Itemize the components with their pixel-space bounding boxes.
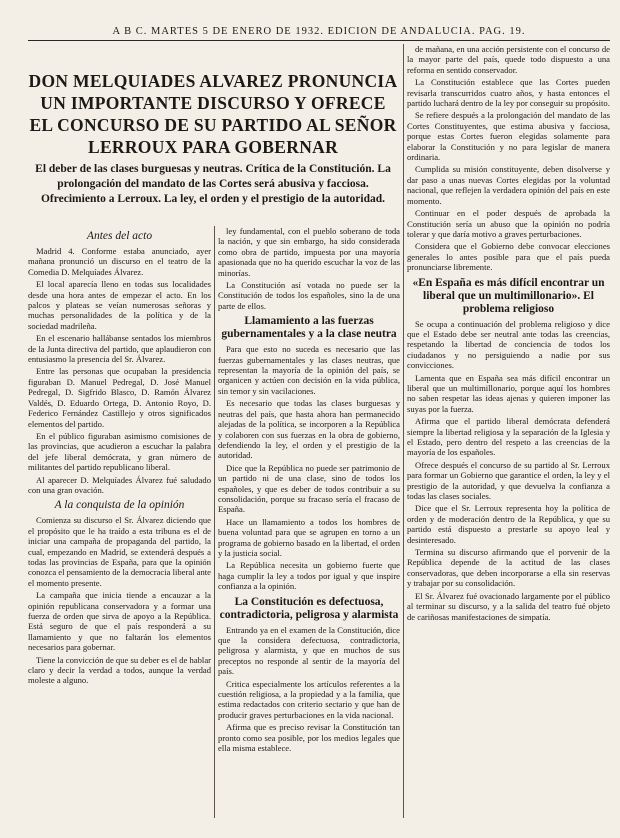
column-divider-2 — [403, 44, 404, 818]
paragraph: La Constitución establece que las Cortes pueden revisarla transcurridos cuatro años, y hasta entonces el partido luchará dentro de la ley por conseguir su propósito. — [407, 77, 610, 109]
paragraph: En el escenario hallábanse sentados los miembros de la Junta directiva del partido, que aplaudieron con entusiasmo la presencia del Sr. Álvarez. — [28, 333, 211, 365]
paragraph: Hace un llamamiento a todos los hombres de buena voluntad para que se agrupen en torno a un programa de gobierno basado en la libertad, el orden y la justicia social. — [218, 516, 400, 558]
paragraph: Madrid 4. Conforme estaba anunciado, ayer mañana pronunció un discurso en el teatro de la Comedia D. Melquíades Álvarez. — [28, 246, 211, 277]
section-heading-llamamiento: Llamamiento a las fuerzas gubernamentales y a la clase neutra — [221, 315, 397, 341]
paragraph: Se ocupa a continuación del problema religioso y dice que el Estado debe ser neutral ante todas las creencias, respetando la libertad de conciencia de todos los ciudadanos y no persiguiendo a nadie por sus convicciones. — [407, 318, 610, 371]
masthead-rule — [28, 40, 610, 41]
paragraph: La República necesita un gobierno fuerte que haga cumplir la ley a todos por igual y que inspire confianza a la opinión. — [218, 560, 400, 592]
paragraph: Continuar en el poder después de aprobada la Constitución sería un abuso que la opinión no podría tolerar y que daría motivo a graves perturbaciones. — [407, 208, 610, 239]
paragraph: Ofrece después el concurso de su partido al Sr. Lerroux para formar un Gobierno que garantice el orden, la ley y el prestigio de la autoridad, y que devuelva la confianza a todas las clases sociales. — [407, 459, 610, 502]
paragraph: Al aparecer D. Melquíades Álvarez fué saludado con una gran ovación. — [28, 474, 211, 495]
paragraph: Considera que el Gobierno debe convocar elecciones generales lo antes posible para que el país pueda pronunciarse libremente. — [407, 241, 610, 273]
paragraph: ley fundamental, con el pueblo soberano de toda la nación, y que sin embargo, ha sido considerada como obra de partido, impuesta por una mayoría apasionada que no ha querido escuchar la voz de las minorías. — [218, 226, 400, 278]
paragraph: de mañana, en una acción persistente con el concurso de la mayor parte del país, quede todo dispuesto a una reforma en sentido conservador. — [407, 44, 610, 75]
paragraph: Afirma que el partido liberal demócrata defenderá siempre la libertad religiosa y la separación de la Iglesia y el Estado, pero dentro del respeto a las creencias de la mayoría de los españoles. — [407, 416, 610, 458]
main-headline: DON MELQUIADES ALVAREZ PRONUNCIA UN IMPORTANTE DISCURSO Y OFRECE EL CONCURSO DE SU PARTIDO AL SEÑOR LERROUX PARA GOBERNAR — [28, 71, 398, 157]
paragraph: El local aparecía lleno en todas sus localidades desde una hora antes de empezar el acto. En los palcos y plateas se veían numerosas señoras y muchas personalidades de la política y de la sociedad madrileña. — [28, 279, 211, 331]
paragraph: En el público figuraban asimismo comisiones de las provincias, que acudieron a escuchar la palabra del jefe liberal demócrata, y gran número de militantes del partido republicano liberal. — [28, 430, 211, 473]
page-masthead: A B C. MARTES 5 DE ENERO DE 1932. EDICION DE ANDALUCIA. PAG. 19. — [112, 26, 526, 37]
paragraph: Comienza su discurso el Sr. Álvarez diciendo que el propósito que le ha traído a esta tribuna es el de iniciar una campaña de propaganda del partido, la cual, empezando en Madrid, se extenderá después a todas las provincias de España, para que la opinión conozca el pensamiento de la democracia liberal ante el momento presente. — [28, 515, 211, 588]
section-heading-antes-del-acto: Antes del acto — [86, 230, 153, 242]
paragraph: La Constitución así votada no puede ser la Constitución de todos los españoles, sino la de una parte de ellos. — [218, 280, 400, 311]
section-heading-conquista-opinion: A la conquista de la opinión — [54, 499, 185, 512]
paragraph: Entre las personas que ocupaban la presidencia figuraban D. Manuel Pedregal, D. José Manuel Pedregal, D. Sigfrido Blasco, D. Ramón Álvarez Valdés, D. Eduardo Ortega, D. Antonio Royo, D. Federico Fernández Castillejo y otros significados elementos del partido. — [28, 366, 211, 429]
paragraph: Es necesario que todas las clases burguesas y neutras del país, que hasta ahora han permanecido alejadas de la política, se incorporen a la República y colaboren con sus fuerzas en la obra de gobierno, defendiendo la ley, el orden y el prestigio de la autoridad. — [218, 398, 400, 461]
paragraph: Termina su discurso afirmando que el porvenir de la República depende de la actitud de las clases conservadoras, que deben incorporarse a ella sin reservas y trabajar por su consolidación. — [407, 547, 610, 589]
article-column-3 — [407, 44, 610, 826]
paragraph: Cumplida su misión constituyente, deben disolverse y dar paso a unas nuevas Cortes elegidas por la voluntad nacional, que reflejen la verdadera opinión del país en este momento. — [407, 164, 610, 206]
paragraph: Entrando ya en el examen de la Constitución, dice que la considera defectuosa, contradictoria, peligrosa y alarmista, y que en muchos de sus preceptos no responde al sentir de la mayoría del país. — [218, 624, 400, 677]
paragraph: Dice que el Sr. Lerroux representa hoy la política de orden y de moderación dentro de la República, y que su partido está dispuesto a prestarle su apoyo leal y desinteresado. — [407, 503, 610, 545]
paragraph: Tiene la convicción de que su deber es el de hablar claro y decir la verdad a todos, aunque la verdad moleste a alguno. — [28, 654, 211, 686]
section-heading-espana-liberal: «En España es más difícil encontrar un liberal que un multimillonario». El problema religioso — [412, 276, 605, 315]
column-divider-1 — [214, 226, 215, 818]
paragraph: Para que esto no suceda es necesario que las fuerzas gubernamentales y las clases neutras, que representan la mayoría de la opinión del país, se organicen y actúen con decisión en la vida pública, sin temor y sin vacilaciones. — [218, 344, 400, 396]
article-column-2 — [218, 226, 400, 826]
paragraph: La campaña que inicia tiende a encauzar a la opinión republicana conservadora y a formar una fuerza de orden que sirva de apoyo a la República. Está seguro de que el país responderá a su llamamiento y que no faltarán los elementos necesarios para gobernar. — [28, 590, 211, 653]
section-heading-constitucion: La Constitución es defectuosa, contradictoria, peligrosa y alarmista — [219, 595, 399, 621]
paragraph: Lamenta que en España sea más difícil encontrar un liberal que un multimillonario, porque aquí los hombres no saben respetar las ideas ajenas y quieren imponer las suyas por la fuerza. — [407, 372, 610, 414]
main-subheadline: El deber de las clases burguesas y neutras. Crítica de la Constitución. La prolongación del mandato de las Cortes será abusiva y facciosa. Ofrecimiento a Lerroux. La ley, el orden y el prestigio de la autoridad. — [35, 163, 391, 205]
paragraph: El Sr. Álvarez fué ovacionado largamente por el público al terminar su discurso, y a la salida del teatro fué objeto de cariñosas manifestaciones de simpatía. — [407, 590, 610, 622]
paragraph: Critica especialmente los artículos referentes a la cuestión religiosa, a la propiedad y a la familia, que estima redactados con criterio sectario y que han de producir graves perturbaciones en la vida nacional. — [218, 678, 400, 720]
main-article-header — [28, 70, 398, 207]
article-column-1 — [28, 226, 211, 826]
paragraph: Dice que la República no puede ser patrimonio de un partido ni de una clase, sino de todos los españoles, y que es deber de todos contribuir a su consolidación, porque su fracaso sería el fracaso de España. — [218, 462, 400, 515]
paragraph: Afirma que es preciso revisar la Constitución tan pronto como sea posible, por los medios legales que ella misma establece. — [218, 722, 400, 754]
paragraph: Se refiere después a la prolongación del mandato de las Cortes Constituyentes, que estima abusiva y facciosa, porque estas Cortes fueron elegidas solamente para elaborar la Constitución y no para legislar de manera ordinaria. — [407, 110, 610, 163]
